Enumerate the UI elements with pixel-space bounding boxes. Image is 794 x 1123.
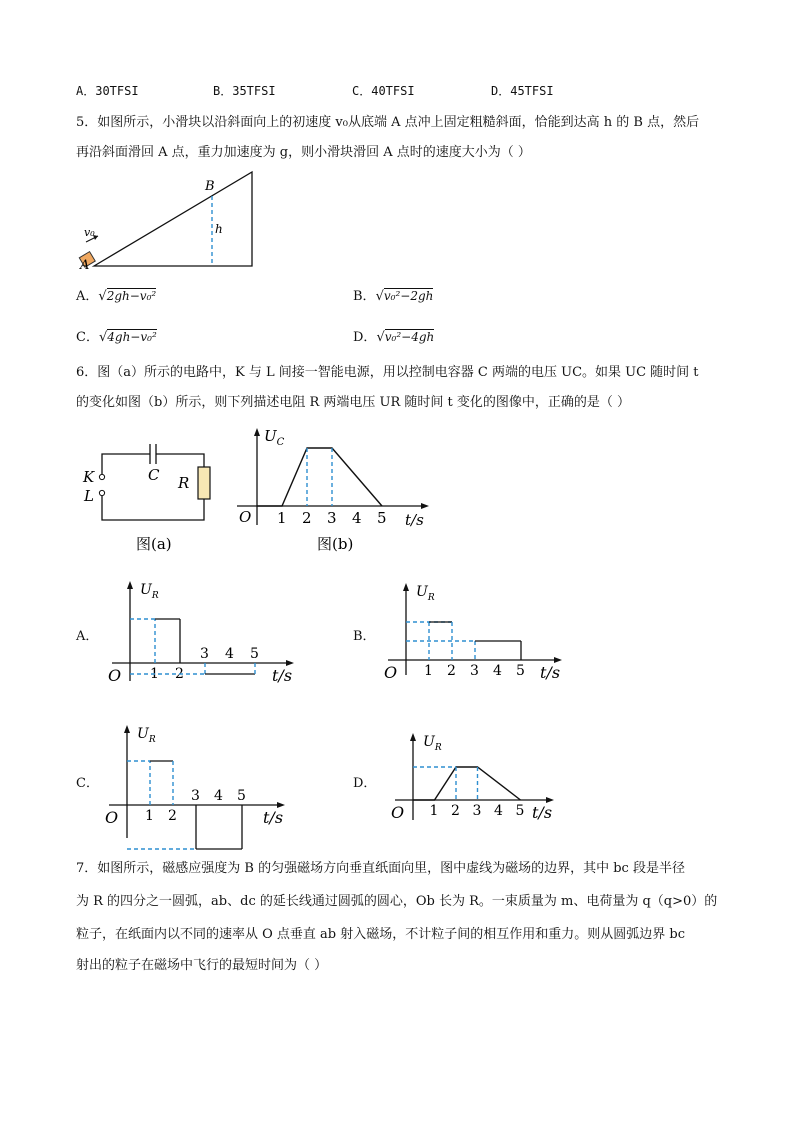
q5-option-b-label: B． [353, 289, 376, 304]
radical-icon: √ [375, 289, 384, 304]
ur-tick-label: 2 [451, 803, 460, 819]
q7-stem-line3: 粒子，在纸面内以不同的速率从 O 点垂直 ab 射入磁场，不计粒子间的相互作用和重力。则从圆弧边界 bc [76, 927, 685, 942]
ur-tick-label: 2 [175, 666, 184, 682]
circuit-label-l: L [84, 487, 94, 505]
ur-tick-label: 4 [493, 663, 502, 679]
q5-label-v0: v₀ [84, 226, 95, 239]
q5-label-b: B [205, 179, 215, 194]
q4-option-b[interactable]: B．35TFSI [213, 84, 276, 98]
uc-series-line [257, 448, 382, 506]
q6-option-d-graph [390, 730, 570, 830]
ur-x-label: t/s [263, 808, 284, 827]
q6-stem-line1: 6．图（a）所示的电路中，K 与 L 间接一智能电源，用以控制电容器 C 两端的电压 UC。如果 UC 随时间 t [76, 365, 699, 380]
ur-tick-label: 4 [214, 788, 223, 804]
q5-option-c-expr: 4gh−v₀² [107, 330, 157, 344]
q5-stem-line1: 5．如图所示，小滑块以沿斜面向上的初速度 v₀从底端 A 点冲上固定粗糙斜面，恰能到达高 h 的 B 点，然后 [76, 115, 700, 130]
q5-label-a: A [80, 258, 90, 273]
ur-y-label: $U_R$ [423, 734, 442, 753]
ur-x-label: t/s [540, 663, 561, 682]
ur-tick-label: 4 [494, 803, 503, 819]
q6-option-b-graph [383, 580, 568, 680]
q6-option-a[interactable]: A． [76, 629, 99, 644]
graph-b-tick-label: 4 [352, 509, 362, 527]
q7-stem-line2: 为 R 的四分之一圆弧，ab、dc 的延长线通过圆弧的圆心，Ob 长为 R。一束质量为 m、电荷量为 q（q>0）的 [76, 894, 718, 909]
q6-option-c-graph [103, 722, 298, 840]
ur-tick-label: 3 [200, 646, 209, 662]
graph-b-tick-label: 3 [327, 509, 337, 527]
ur-origin: O [384, 663, 398, 682]
ur-tick-label: 5 [515, 803, 525, 819]
q5-option-d-expr: v₀²−4gh [384, 330, 435, 344]
ur-origin: O [108, 666, 122, 685]
q5-option-a-expr: 2gh−v₀² [106, 289, 157, 303]
circuit-label-c: C [148, 466, 160, 484]
ur-y-label: $U_R$ [137, 726, 156, 745]
ur-tick-label: 1 [150, 666, 159, 682]
ur-y-arrow [124, 725, 130, 733]
radical-icon: √ [98, 289, 107, 304]
ur-x-label: t/s [272, 666, 293, 685]
q7-stem-line4: 射出的粒子在磁场中飞行的最短时间为（ ） [76, 958, 328, 973]
ur-y-label: $U_R$ [140, 582, 159, 601]
ur-tick-label: 5 [237, 788, 246, 804]
q5-option-d[interactable] [353, 326, 434, 349]
ur-origin: O [105, 808, 119, 827]
ur-tick-label: 3 [470, 663, 479, 679]
circuit-label-r: R [178, 474, 190, 492]
radical-icon: √ [376, 330, 385, 345]
q5-label-h: h [215, 222, 223, 236]
q6-option-d[interactable]: D． [353, 776, 377, 791]
q5-option-a-label: A． [76, 289, 99, 304]
q5-incline-figure [76, 168, 276, 278]
circuit-label-k: K [83, 468, 95, 486]
ur-origin: O [391, 803, 405, 822]
graph-b-tick-label: 5 [377, 509, 387, 527]
q6-stem-line2: 的变化如图（b）所示，则下列描述电阻 R 两端电压 UR 随时间 t 变化的图像中，正确的是（ ） [76, 395, 631, 410]
q4-option-a[interactable]: A．30TFSI [76, 84, 139, 98]
q5-stem-line2: 再沿斜面滑回 A 点，重力加速度为 g，则小滑块滑回 A 点时的速度大小为（ ） [76, 145, 531, 160]
ur-y-label: $U_R$ [416, 584, 435, 603]
graph-b-caption: 图(b) [317, 535, 354, 553]
ur-y-arrow [127, 581, 133, 589]
q6-option-a-graph [100, 578, 315, 688]
ur-tick-label: 3 [191, 788, 200, 804]
ur-y-arrow [403, 583, 409, 591]
graph-b-tick-label: 1 [277, 509, 287, 527]
ur-tick-label: 1 [424, 663, 433, 679]
q5-option-c[interactable] [76, 326, 157, 349]
graph-b-tick-label: 2 [302, 509, 312, 527]
graph-b-xlabel: t/s [405, 511, 424, 529]
ur-tick-label: 2 [447, 663, 456, 679]
q4-option-d[interactable]: D．45TFSI [491, 84, 554, 98]
radical-icon: √ [98, 330, 108, 345]
q5-option-b[interactable] [353, 285, 433, 308]
ur-tick-label: 5 [516, 663, 525, 679]
ur-d-series-line [413, 767, 521, 800]
q6-option-b[interactable]: B． [353, 629, 376, 644]
ur-tick-label: 1 [429, 803, 439, 819]
q6-graph-b [235, 425, 435, 560]
q4-option-c[interactable]: C．40TFSI [352, 84, 415, 98]
ur-x-label: t/s [532, 803, 553, 822]
ur-y-arrow [410, 733, 416, 741]
q6-option-c[interactable]: C． [76, 776, 99, 791]
q5-option-c-label: C． [76, 330, 99, 345]
ur-tick-label: 3 [472, 803, 482, 819]
graph-b-ylabel: $U_C$ [264, 427, 285, 448]
q5-option-a[interactable] [76, 285, 156, 308]
q5-option-d-label: D． [353, 330, 377, 345]
q7-stem-line1: 7．如图所示，磁感应强度为 B 的匀强磁场方向垂直纸面向里，图中虚线为磁场的边界，其中 bc 段是半径 [76, 861, 685, 876]
q5-option-b-expr: v₀²−2gh [383, 289, 434, 303]
graph-b-origin: O [239, 508, 252, 526]
ur-tick-label: 5 [250, 646, 259, 662]
circuit-caption: 图(a) [136, 535, 172, 553]
ur-tick-label: 2 [168, 808, 177, 824]
q6-circuit-diagram [80, 430, 220, 560]
ur-tick-label: 4 [225, 646, 234, 662]
ur-tick-label: 1 [145, 808, 154, 824]
